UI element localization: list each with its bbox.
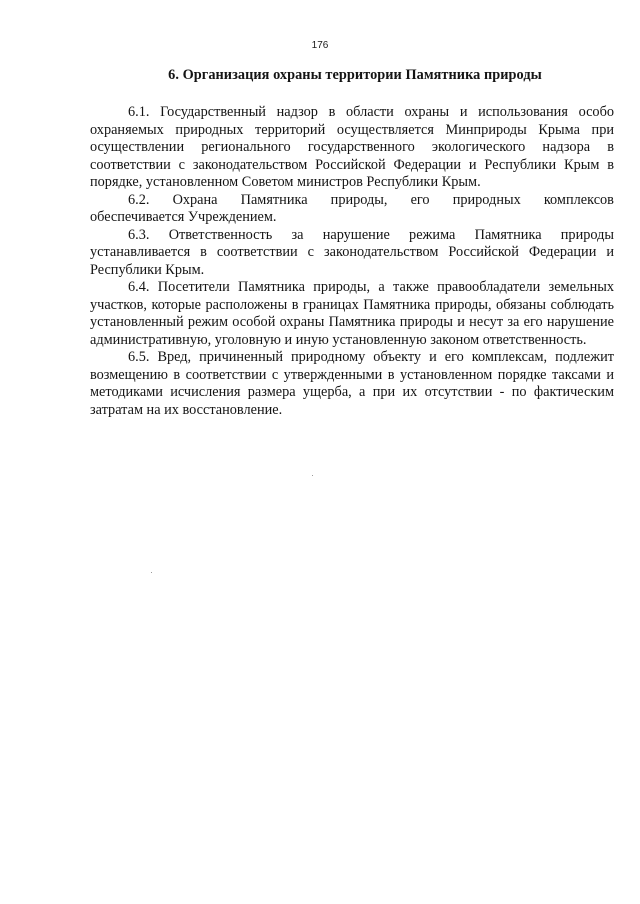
paragraph-6-2-first-line <box>90 192 614 210</box>
page-number: 176 <box>311 40 329 51</box>
paragraph-6-5: 6.5. Вред, причиненный природному объекту и его комплексам, подлежит возмещению в соответствии с утвержденными в установленном порядке таксами и методиками исчисления размера ущерба, а при их отсутствии - по фактическим затратам на их восстановление. <box>90 349 614 418</box>
word: природных <box>452 191 521 208</box>
word: 6.2. <box>128 191 150 208</box>
word: Охрана <box>172 191 218 208</box>
word: природы, <box>330 191 388 208</box>
paragraph-6-1: 6.1. Государственный надзор в области охраны и использования особо охраняемых природных территорий осуществляется Минприроды Крыма при осуществлении регионального государственного экологического надзора в соответствии с законодательством Российской Федерации и Республики Крым в порядке, установленном Советом министров Республики Крым. <box>90 104 614 190</box>
section-body <box>90 104 614 419</box>
paragraph-6-3: 6.3. Ответственность за нарушение режима Памятника природы устанавливается в соответствии с законодательством Российской Федерации и Республики Крым. <box>90 226 614 278</box>
scan-speck <box>312 475 313 476</box>
paragraph-6-4: 6.4. Посетители Памятника природы, а также правообладатели земельных участков, которые расположены в границах Памятника природы, обязаны соблюдать установленный режим особой охраны Памятника природы и несут за его нарушение административную, уголовную и иную установленную законом ответственность. <box>90 279 614 348</box>
word: Памятника <box>240 191 308 208</box>
word: комплексов <box>543 191 614 208</box>
scan-speck <box>151 572 152 573</box>
word: его <box>410 191 430 208</box>
section-title: 6. Организация охраны территории Памятника природы <box>168 67 542 83</box>
paragraph-6-2 <box>90 192 614 227</box>
paragraph-6-2-rest: обеспечивается Учреждением. <box>90 209 277 225</box>
